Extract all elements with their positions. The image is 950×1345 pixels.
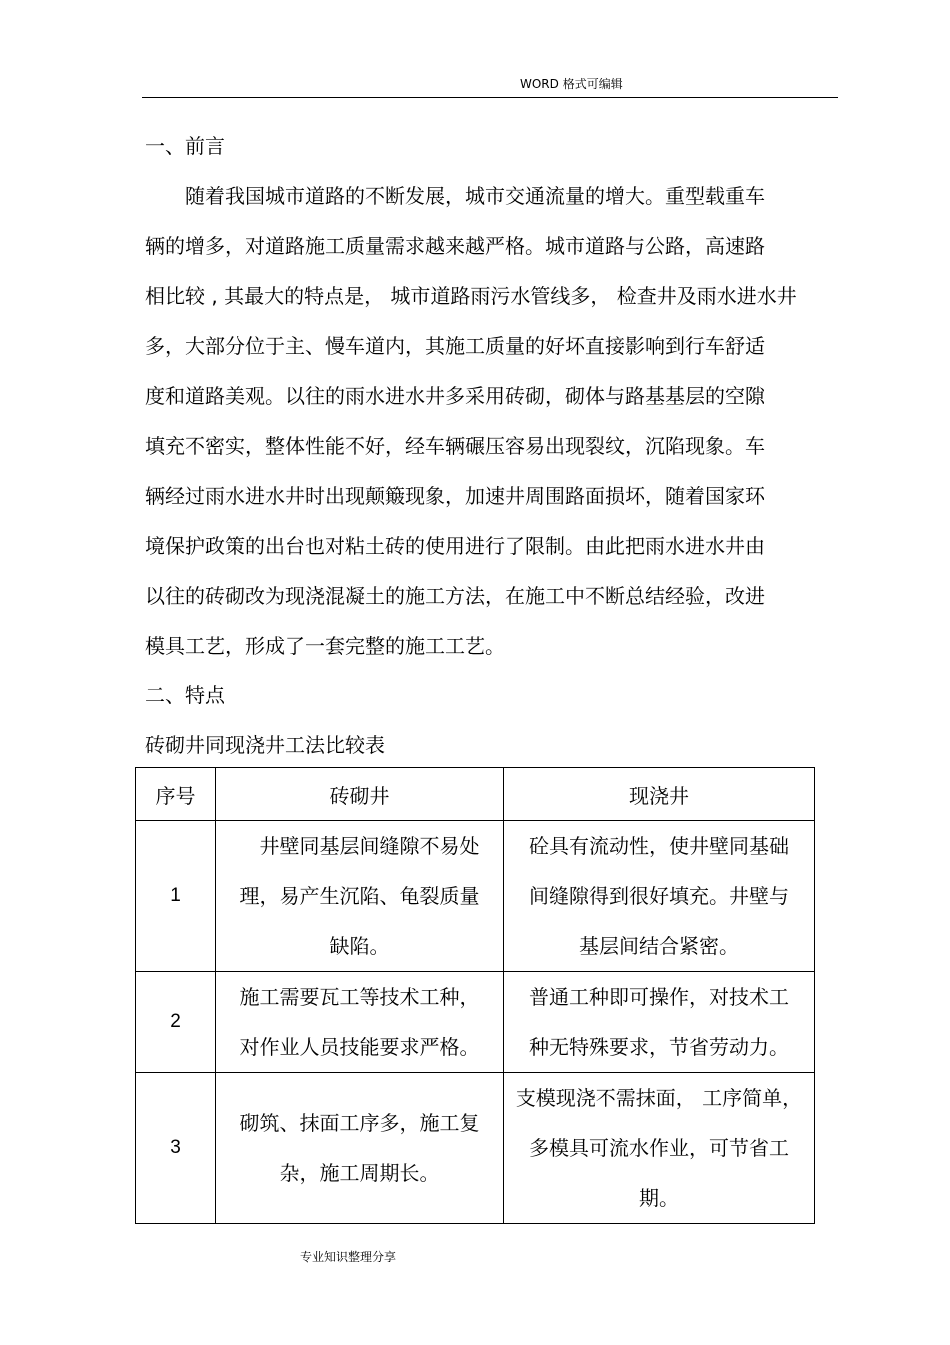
cell-line: 理，易产生沉陷、龟裂质量 (239, 884, 480, 908)
row-number: 1 (136, 821, 216, 972)
paragraph-line: 多，大部分位于主、慢车道内，其施工质量的好坏直接影响到行车舒适 (145, 334, 765, 358)
paragraph-line: 度和道路美观。以往的雨水进水井多采用砖砌，砌体与路基基层的空隙 (145, 384, 765, 408)
cast-cell (504, 1073, 815, 1224)
cell-line: 杂，施工周期长。 (279, 1161, 440, 1185)
cell-line: 间缝隙得到很好填充。井壁与 (529, 884, 789, 908)
paragraph-line: 随着我国城市道路的不断发展，城市交通流量的增大。重型载重车 (185, 184, 765, 208)
cell-line: 缺陷。 (329, 934, 390, 958)
table-row (136, 821, 815, 972)
row-number: 2 (136, 972, 216, 1073)
paragraph-line: 填充不密实，整体性能不好，经车辆碾压容易出现裂纹，沉陷现象。车 (145, 434, 765, 458)
header-cell-number: 序号 (136, 768, 216, 821)
table-row (136, 1073, 815, 1224)
paragraph-line: 辆经过雨水进水井时出现颠簸现象，加速井周围路面损坏，随着国家环 (145, 484, 765, 508)
header-divider (142, 97, 838, 98)
table-header-row (136, 768, 815, 821)
page-header-text: WORD 格式可编辑 (520, 77, 623, 91)
table-title: 砖砌井同现浇井工法比较表 (145, 733, 385, 757)
cast-cell (504, 821, 815, 972)
cell-line: 砌筑、抹面工序多，施工复 (239, 1111, 480, 1135)
paragraph-line: 相比较 , 其最大的特点是， 城市道路雨污水管线多， 检查井及雨水进水井 (145, 284, 797, 308)
comparison-table (135, 767, 815, 1224)
page-footer-text: 专业知识整理分享 (300, 1250, 397, 1264)
paragraph-line: 辆的增多，对道路施工质量需求越来越严格。城市道路与公路，高速路 (145, 234, 765, 258)
brick-cell (216, 1073, 504, 1224)
paragraph-line: 境保护政策的出台也对粘土砖的使用进行了限制。由此把雨水进水井由 (145, 534, 765, 558)
header-cell-brick: 砖砌井 (216, 768, 504, 821)
paragraph-line: 模具工艺，形成了一套完整的施工工艺。 (145, 634, 505, 658)
header-cell-cast: 现浇井 (504, 768, 815, 821)
cell-line: 砼具有流动性，使井壁同基础 (529, 834, 789, 858)
cell-line: 普通工种即可操作，对技术工 (529, 985, 789, 1009)
cast-cell (504, 972, 815, 1073)
cell-line: 对作业人员技能要求严格。 (239, 1035, 480, 1059)
section-heading-preface: 一、前言 (145, 134, 225, 158)
paragraph-line: 以往的砖砌改为现浇混凝土的施工方法，在施工中不断总结经验，改进 (145, 584, 765, 608)
cell-line: 施工需要瓦工等技术工种， (239, 985, 480, 1009)
brick-cell (216, 972, 504, 1073)
section-heading-features: 二、特点 (145, 683, 225, 707)
cell-line: 种无特殊要求，节省劳动力。 (529, 1035, 789, 1059)
cell-line: 期。 (639, 1186, 679, 1210)
brick-cell (216, 821, 504, 972)
cell-line: 基层间结合紧密。 (579, 934, 739, 958)
cell-line: 支模现浇不需抹面， 工序简单， (515, 1086, 803, 1110)
row-number: 3 (136, 1073, 216, 1224)
cell-line: 井壁同基层间缝隙不易处 (259, 834, 480, 858)
table-row (136, 972, 815, 1073)
cell-line: 多模具可流水作业，可节省工 (529, 1136, 789, 1160)
